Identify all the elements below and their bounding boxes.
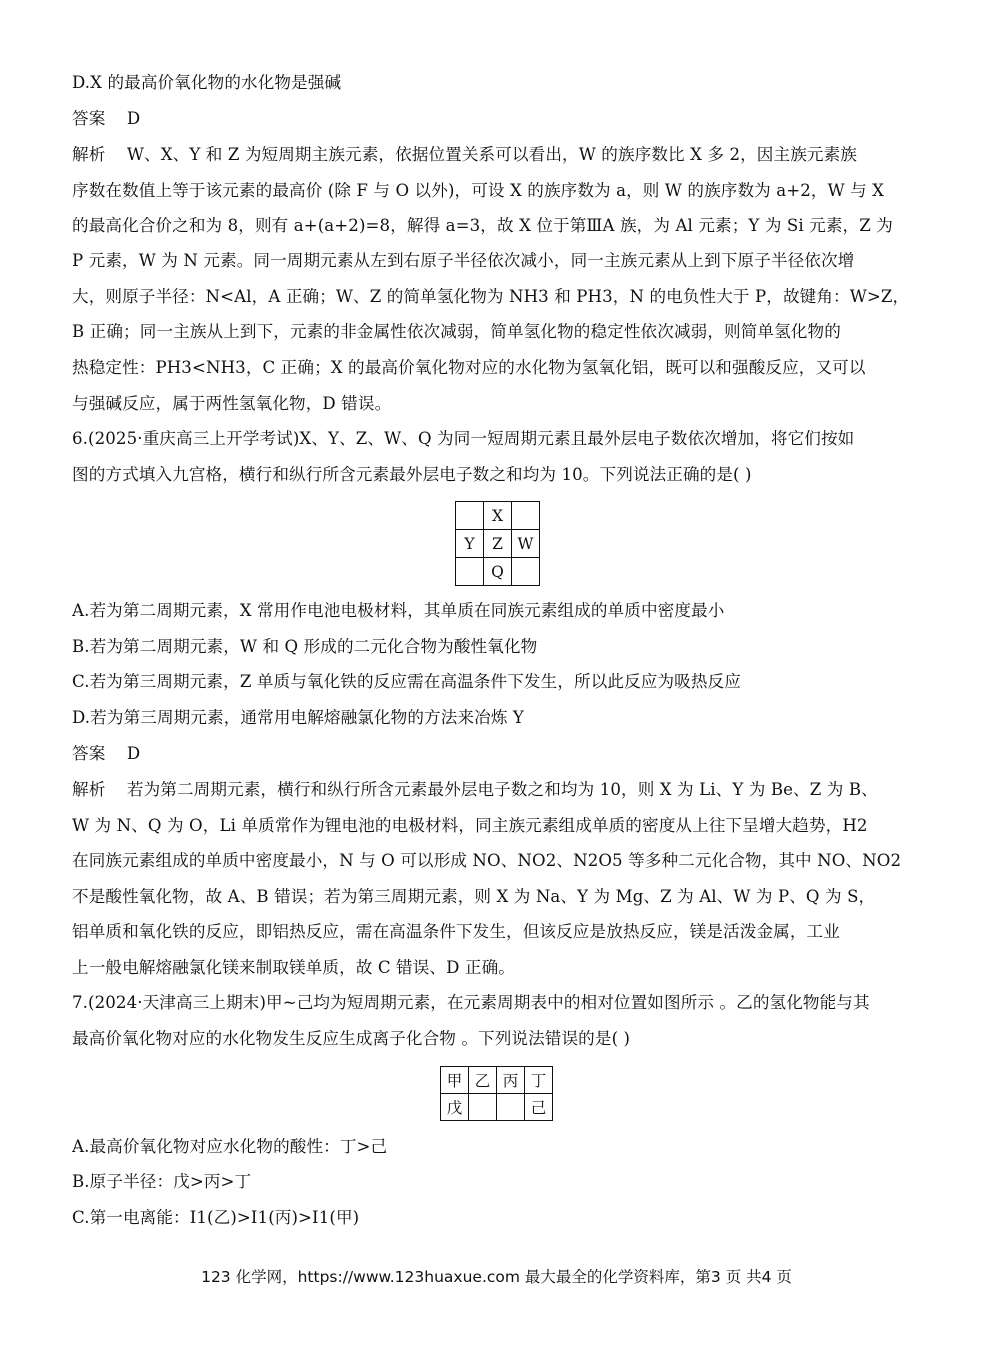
grid-cell: 戊 (441, 1094, 469, 1121)
grid-cell: W (512, 530, 540, 558)
grid-cell (456, 502, 484, 530)
q5-analysis-line-7: 热稳定性：PH3<NH3，C 正确；X 的最高价氧化物对应的水化物为氢氧化铝，既可以和强酸反应，又可以 (72, 358, 866, 377)
grid-cell (469, 1094, 497, 1121)
grid-cell: X (484, 502, 512, 530)
q6-answer (72, 743, 140, 765)
q5-analysis-line-6: B 正确；同一主族从上到下，元素的非金属性依次减弱，简单氢化物的稳定性依次减弱，则简单氢化物的 (72, 322, 841, 341)
q7-stem-line-2: 最高价氧化物对应的水化物发生反应生成离子化合物 。下列说法错误的是( ) (72, 1029, 631, 1048)
answer-value: D (126, 109, 141, 128)
q6-option-c: C.若为第三周期元素，Z 单质与氧化铁的反应需在高温条件下发生，所以此反应为吸热反应 (72, 672, 741, 691)
q6-analysis-line-1 (72, 779, 878, 801)
q6-analysis-line-4: 不是酸性氧化物，故 A、B 错误；若为第三周期元素，则 X 为 Na、Y 为 Mg、Z 为 Al、W 为 P、Q 为 S， (72, 887, 876, 906)
q7-stem-line-1: 7.(2024·天津高三上期末)甲~己均为短周期元素，在元素周期表中的相对位置如图所示 。乙的氢化物能与其 (72, 993, 870, 1012)
q6-analysis-line-3: 在同族元素组成的单质中密度最小，N 与 O 可以形成 NO、NO2、N2O5 等多种二元化合物，其中 NO、NO2 (72, 851, 902, 870)
grid-cell: Q (484, 558, 512, 586)
analysis-label: 解析 (72, 145, 106, 164)
q5-analysis-line-2: 序数在数值上等于该元素的最高价 (除 F 与 O 以外)，可设 X 的族序数为 a，则 W 的族序数为 a+2，W 与 X (72, 181, 885, 200)
q5-analysis-line-1 (72, 144, 857, 166)
q5-analysis-line-3: 的最高化合价之和为 8，则有 a+(a+2)=8，解得 a=3，故 X 位于第ⅢA 族，为 Al 元素；Y 为 Si 元素，Z 为 (72, 216, 893, 235)
q5-option-d: D.X 的最高价氧化物的水化物是强碱 (72, 73, 342, 92)
q7-option-a: A.最高价氧化物对应水化物的酸性：丁>己 (72, 1137, 388, 1156)
q6-option-d: D.若为第三周期元素，通常用电解熔融氯化物的方法来冶炼 Y (72, 708, 524, 727)
grid-cell (456, 558, 484, 586)
grid-cell: 丙 (497, 1067, 525, 1094)
q6-nine-grid (455, 501, 540, 586)
q6-option-b: B.若为第二周期元素，W 和 Q 形成的二元化合物为酸性氧化物 (72, 637, 538, 656)
q7-periodic-grid (440, 1066, 553, 1121)
grid-cell (512, 502, 540, 530)
answer-label: 答案 (72, 744, 106, 763)
q6-stem-line-2: 图的方式填入九宫格，横行和纵行所含元素最外层电子数之和均为 10。下列说法正确的是( ) (72, 465, 752, 484)
q6-option-a: A.若为第二周期元素，X 常用作电池电极材料，其单质在同族元素组成的单质中密度最小 (72, 601, 725, 620)
grid-cell: Z (484, 530, 512, 558)
grid-cell (497, 1094, 525, 1121)
analysis-label: 解析 (72, 780, 106, 799)
q7-option-b: B.原子半径：戊>丙>丁 (72, 1172, 252, 1191)
q5-analysis-line-5: 大，则原子半径：N<Al，A 正确；W、Z 的简单氢化物为 NH3 和 PH3，N 的电负性大于 P，故键角：W>Z， (72, 287, 910, 306)
page-footer: 123 化学网，https://www.123huaxue.com 最大最全的化学资料库，第3 页 共4 页 (201, 1268, 792, 1286)
answer-label: 答案 (72, 109, 106, 128)
answer-value: D (126, 744, 141, 763)
q6-analysis-line-5: 铝单质和氧化铁的反应，即铝热反应，需在高温条件下发生，但该反应是放热反应，镁是活泼金属，工业 (72, 922, 840, 941)
q5-answer (72, 108, 140, 130)
q5-analysis-line-8: 与强碱反应，属于两性氢氧化物，D 错误。 (72, 394, 392, 413)
grid-cell: 甲 (441, 1067, 469, 1094)
grid-cell: Y (456, 530, 484, 558)
grid-cell: 己 (525, 1094, 553, 1121)
grid-cell: 乙 (469, 1067, 497, 1094)
q6-stem-line-1: 6.(2025·重庆高三上开学考试)X、Y、Z、W、Q 为同一短周期元素且最外层电子数依次增加，将它们按如 (72, 429, 855, 448)
grid-cell (512, 558, 540, 586)
grid-cell: 丁 (525, 1067, 553, 1094)
q5-analysis-line-4: P 元素，W 为 N 元素。同一周期元素从左到右原子半径依次减小，同一主族元素从上到下原子半径依次增 (72, 251, 855, 270)
analysis-text: W、X、Y 和 Z 为短周期主族元素，依据位置关系可以看出，W 的族序数比 X 多 2，因主族元素族 (126, 145, 857, 164)
q6-analysis-line-2: W 为 N、Q 为 O，Li 单质常作为锂电池的电极材料，同主族元素组成单质的密度从上往下呈增大趋势，H2 (72, 816, 868, 835)
analysis-text: 若为第二周期元素，横行和纵行所含元素最外层电子数之和均为 10，则 X 为 Li、Y 为 Be、Z 为 B、 (126, 780, 878, 799)
q6-analysis-line-6: 上一般电解熔融氯化镁来制取镁单质，故 C 错误、D 正确。 (72, 958, 515, 977)
q7-option-c: C.第一电离能：I1(乙)>I1(丙)>I1(甲) (72, 1208, 360, 1227)
